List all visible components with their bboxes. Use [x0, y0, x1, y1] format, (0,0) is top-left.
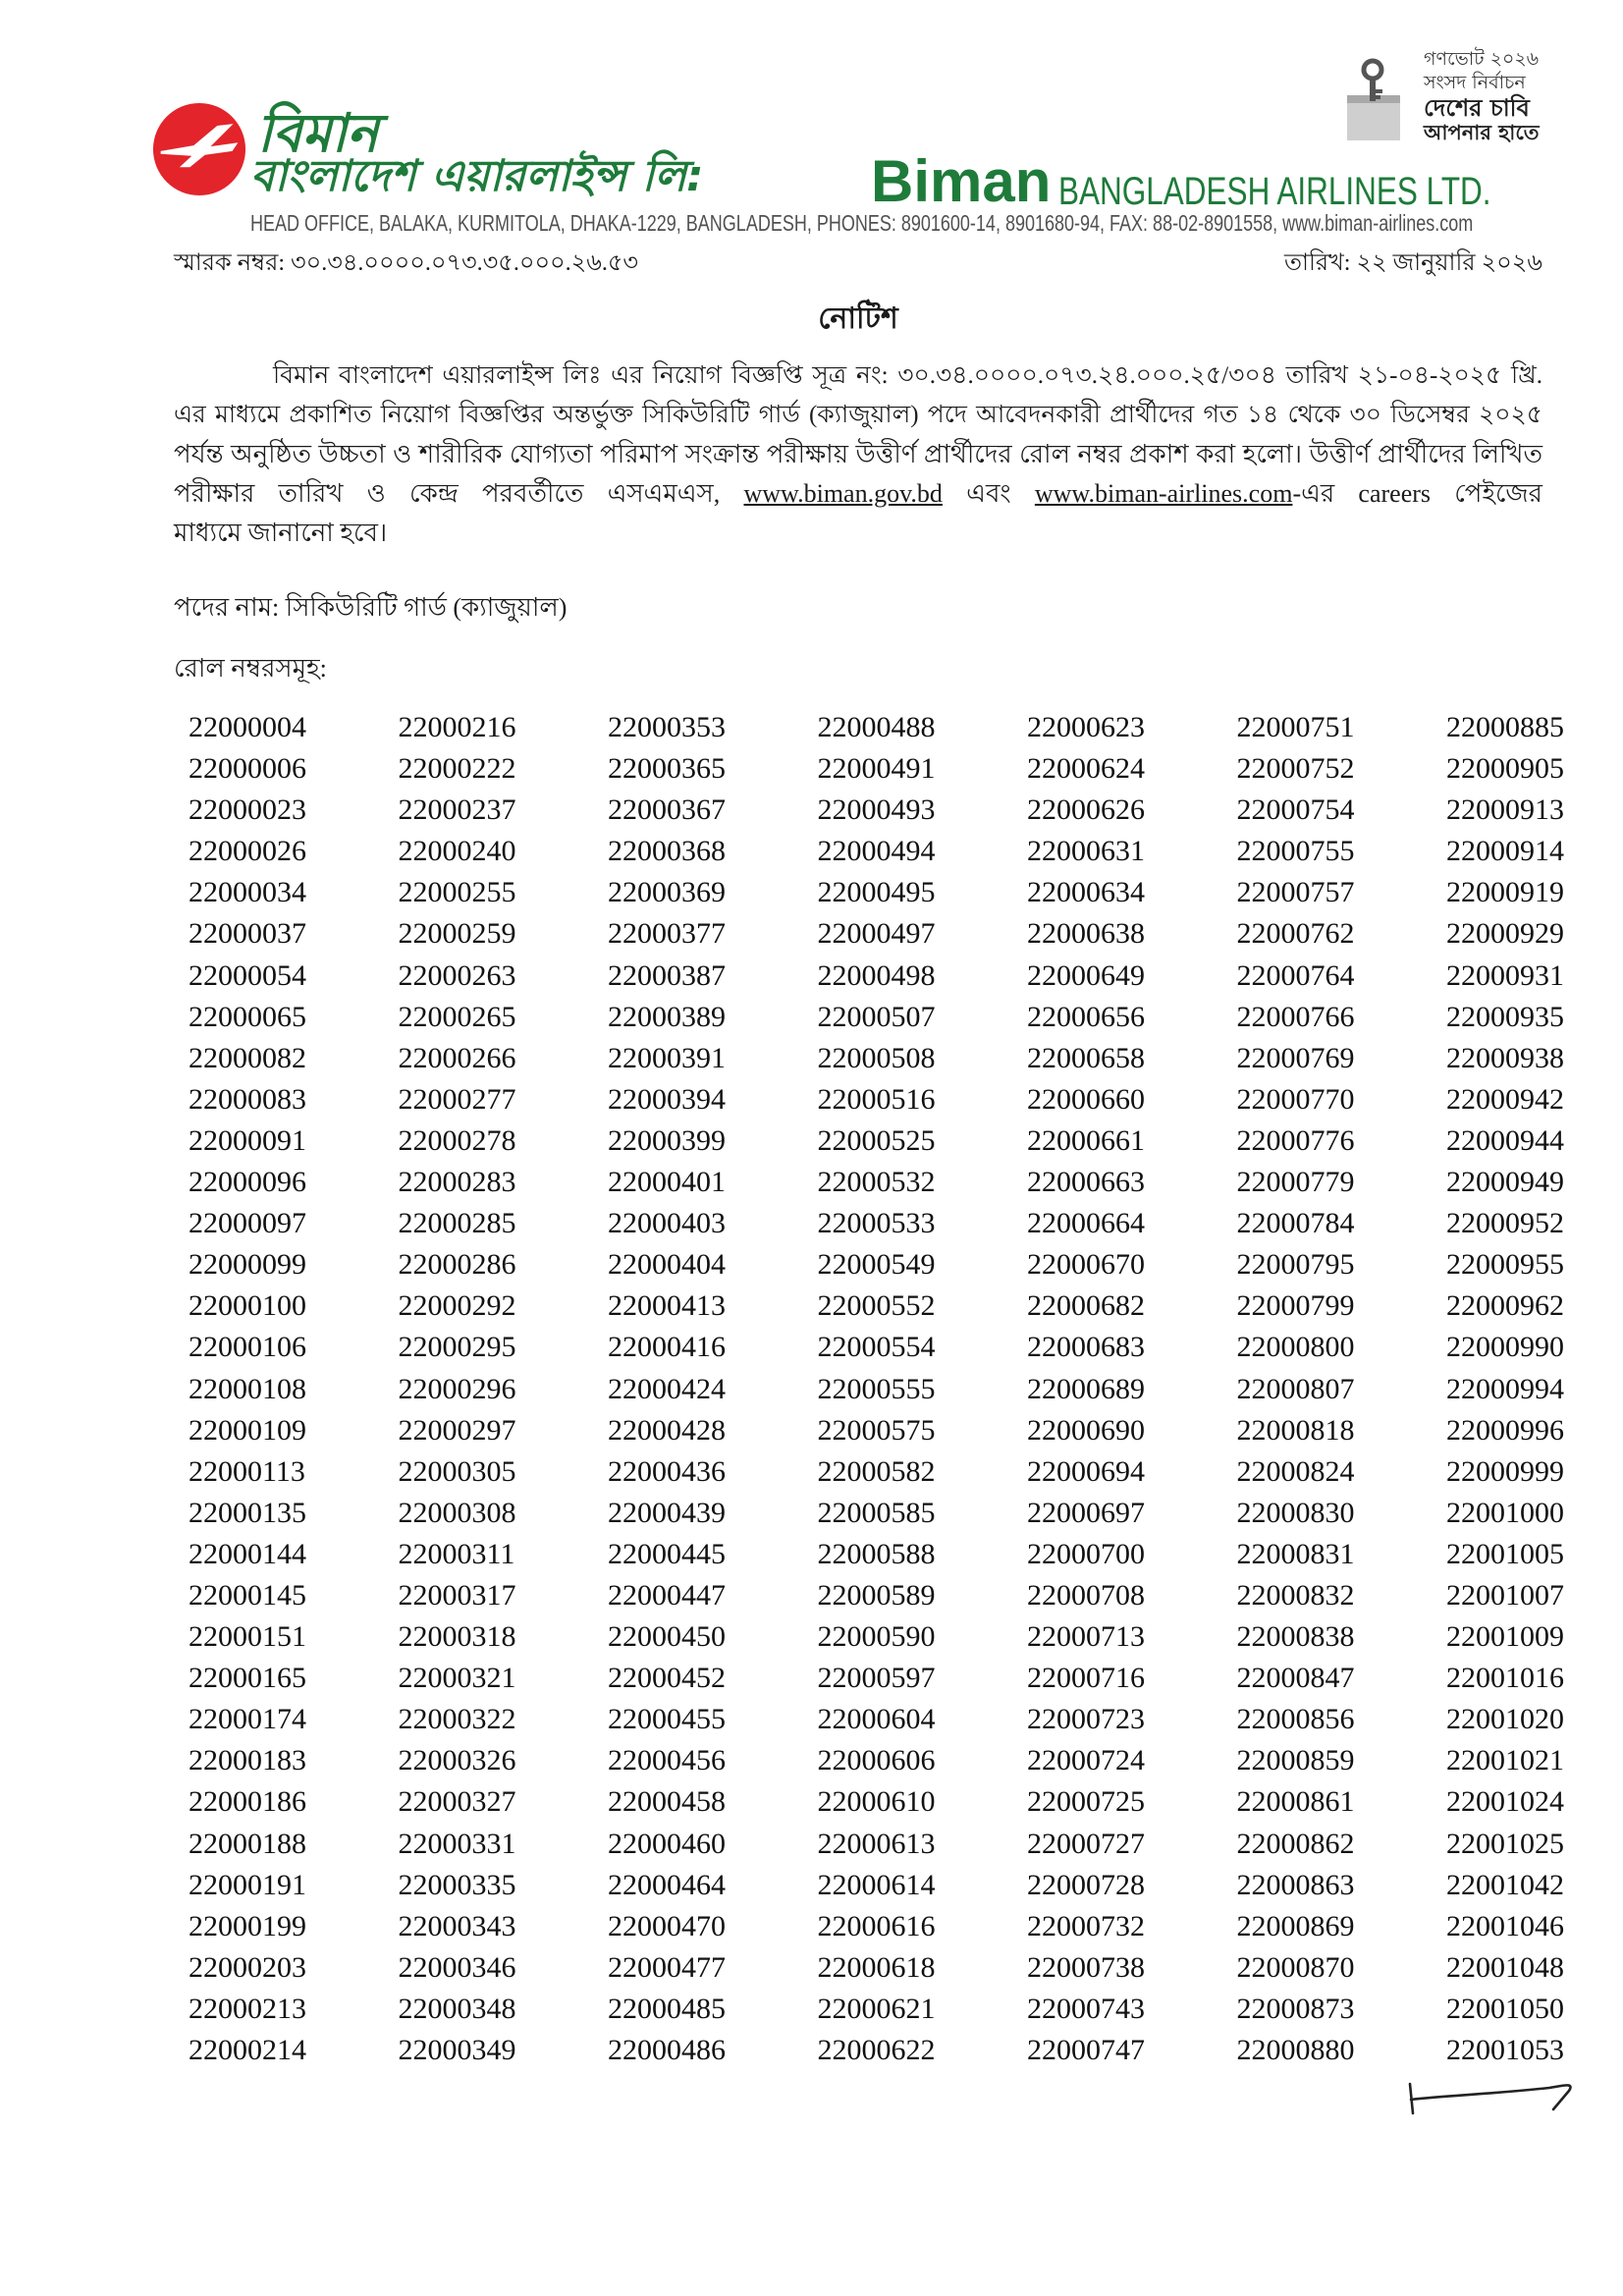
badge-slogan-line2: আপনার হাতে — [1424, 121, 1540, 144]
roll-number: 22000724 — [1027, 1744, 1145, 1777]
roll-number: 22000582 — [817, 1454, 936, 1488]
biman-airlines-link[interactable]: www.biman-airlines.com — [1034, 479, 1293, 508]
roll-number: 22000996 — [1446, 1413, 1564, 1447]
roll-number: 22000962 — [1446, 1289, 1564, 1323]
roll-number: 22000931 — [1446, 958, 1564, 992]
roll-number: 22000623 — [1027, 711, 1145, 743]
roll-number: 22000589 — [817, 1578, 936, 1612]
roll-number: 22000661 — [1027, 1123, 1145, 1157]
english-company-name: BANGLADESH AIRLINES LTD. — [1058, 168, 1491, 213]
roll-number: 22000023 — [189, 793, 306, 827]
roll-number: 22000914 — [1446, 835, 1564, 868]
roll-number: 22000955 — [1446, 1248, 1564, 1282]
roll-number: 22000861 — [1236, 1785, 1355, 1819]
roll-number: 22000555 — [817, 1372, 936, 1405]
notice-body-line: পর্যন্ত অনুষ্ঠিত উচ্চতা ও শারীরিক যোগ্যতা পরিমাপ সংক্রান্ত পরীক্ষায় উত্তীর্ণ প্রার্থীদের রোল নম্বর প্রকাশ করা হলো। উত্তীর্ণ প্রার্থীদের লিখিত — [174, 440, 1542, 468]
memo-date: তারিখ: ২২ জানুয়ারি ২০২৬ — [1283, 250, 1542, 276]
roll-number: 22000743 — [1027, 1992, 1145, 2025]
roll-number: 22000824 — [1236, 1454, 1355, 1488]
roll-number: 22000286 — [398, 1248, 516, 1282]
roll-number: 22000613 — [817, 1827, 936, 1860]
roll-number: 22000391 — [608, 1041, 726, 1074]
memo-reference: স্মারক নম্বর: ৩০.৩৪.০০০০.০৭৩.৩৫.০০০.২৬.৫৩ — [174, 250, 639, 276]
roll-number: 22000186 — [189, 1785, 306, 1819]
roll-number: 22000863 — [1236, 1868, 1355, 1901]
roll-number: 22001048 — [1446, 1950, 1564, 1984]
roll-number: 22000428 — [608, 1413, 726, 1447]
roll-number: 22000353 — [608, 711, 726, 743]
roll-number: 22000439 — [608, 1496, 726, 1529]
roll-number-grid — [189, 707, 1574, 2071]
roll-number: 22000278 — [398, 1123, 516, 1157]
roll-number: 22000638 — [1027, 917, 1145, 951]
roll-number: 22000862 — [1236, 1827, 1355, 1860]
roll-number: 22001025 — [1446, 1827, 1564, 1860]
roll-number: 22000266 — [398, 1041, 516, 1074]
roll-number: 22000766 — [1236, 1000, 1355, 1033]
roll-number: 22000616 — [817, 1909, 936, 1942]
roll-number: 22000689 — [1027, 1372, 1145, 1405]
roll-number: 22000295 — [398, 1331, 516, 1364]
roll-number: 22000464 — [608, 1868, 726, 1901]
bengali-logotype: বিমান — [257, 102, 379, 164]
roll-number: 22000188 — [189, 1827, 306, 1860]
post-name: পদের নাম: সিকিউরিটি গার্ড (ক্যাজুয়াল) — [174, 593, 568, 622]
roll-number: 22000905 — [1446, 752, 1564, 786]
roll-number: 22000214 — [189, 2034, 306, 2066]
roll-number: 22000697 — [1027, 1496, 1145, 1529]
roll-number: 22000277 — [398, 1082, 516, 1116]
roll-number: 22000458 — [608, 1785, 726, 1819]
roll-number: 22000424 — [608, 1372, 726, 1405]
roll-numbers-label: রোল নম্বরসমূহ: — [174, 654, 327, 683]
ballot-box-icon — [1343, 54, 1404, 144]
roll-number: 22000585 — [817, 1496, 936, 1529]
roll-number: 22000604 — [817, 1703, 936, 1736]
roll-number: 22000416 — [608, 1331, 726, 1364]
roll-number: 22001053 — [1446, 2034, 1564, 2066]
roll-number: 22000335 — [398, 1868, 516, 1901]
roll-number: 22000083 — [189, 1082, 306, 1116]
roll-number: 22000318 — [398, 1620, 516, 1654]
roll-number: 22000700 — [1027, 1537, 1145, 1570]
roll-number: 22000082 — [189, 1041, 306, 1074]
roll-number: 22000413 — [608, 1289, 726, 1323]
roll-number: 22000990 — [1446, 1331, 1564, 1364]
roll-number: 22000144 — [189, 1537, 306, 1570]
roll-number: 22000183 — [189, 1744, 306, 1777]
roll-number: 22000575 — [817, 1413, 936, 1447]
roll-number: 22000259 — [398, 917, 516, 951]
roll-number: 22000507 — [817, 1000, 936, 1033]
roll-number: 22000265 — [398, 1000, 516, 1033]
roll-number: 22000754 — [1236, 793, 1355, 827]
roll-number: 22000725 — [1027, 1785, 1145, 1819]
roll-number: 22000770 — [1236, 1082, 1355, 1116]
roll-number: 22000331 — [398, 1827, 516, 1860]
roll-number: 22000470 — [608, 1909, 726, 1942]
badge-referendum-text: গণভোট ২০২৬ — [1424, 48, 1540, 70]
roll-number: 22000006 — [189, 752, 306, 786]
roll-number: 22000297 — [398, 1413, 516, 1447]
badge-slogan-line1: দেশের চাবি — [1424, 94, 1530, 122]
roll-number: 22000495 — [817, 876, 936, 909]
roll-number: 22000859 — [1236, 1744, 1355, 1777]
roll-number: 22000621 — [817, 1992, 936, 2025]
roll-number: 22000784 — [1236, 1207, 1355, 1240]
roll-number: 22000588 — [817, 1537, 936, 1570]
roll-number: 22000311 — [398, 1537, 515, 1570]
roll-number: 22000401 — [608, 1166, 726, 1199]
roll-number: 22000738 — [1027, 1950, 1145, 1984]
roll-number: 22000516 — [817, 1082, 936, 1116]
roll-number: 22000944 — [1446, 1123, 1564, 1157]
roll-number: 22001050 — [1446, 1992, 1564, 2025]
roll-number: 22000285 — [398, 1207, 516, 1240]
roll-number: 22000913 — [1446, 793, 1564, 827]
roll-number: 22000445 — [608, 1537, 726, 1570]
roll-number: 22000034 — [189, 876, 306, 909]
roll-number: 22000762 — [1236, 917, 1355, 951]
roll-number: 22000818 — [1236, 1413, 1355, 1447]
roll-number: 22000658 — [1027, 1041, 1145, 1074]
roll-number: 22000757 — [1236, 876, 1355, 909]
roll-number: 22000097 — [189, 1207, 306, 1240]
roll-number: 22000263 — [398, 958, 516, 992]
roll-number: 22000096 — [189, 1166, 306, 1199]
roll-number: 22000929 — [1446, 917, 1564, 951]
roll-number: 22000838 — [1236, 1620, 1355, 1654]
roll-number: 22000447 — [608, 1578, 726, 1612]
body-text-segment: -এর careers পেইজের — [1292, 479, 1542, 508]
roll-number: 22001007 — [1446, 1578, 1564, 1612]
roll-number: 22000554 — [817, 1331, 936, 1364]
roll-number: 22000100 — [189, 1289, 306, 1323]
roll-number: 22000525 — [817, 1123, 936, 1157]
english-brand-name: Biman — [871, 148, 1052, 214]
roll-number: 22000732 — [1027, 1909, 1145, 1942]
roll-number: 22000369 — [608, 876, 726, 909]
roll-number: 22000091 — [189, 1123, 306, 1157]
roll-number: 22000856 — [1236, 1703, 1355, 1736]
roll-number: 22000690 — [1027, 1413, 1145, 1447]
roll-number: 22000199 — [189, 1909, 306, 1942]
roll-number: 22000456 — [608, 1744, 726, 1777]
biman-gov-link[interactable]: www.biman.gov.bd — [743, 479, 943, 508]
roll-number: 22000054 — [189, 958, 306, 992]
roll-number: 22000317 — [398, 1578, 516, 1612]
roll-number: 22000723 — [1027, 1703, 1145, 1736]
head-office-address: HEAD OFFICE, BALAKA, KURMITOLA, DHAKA-1229, BANGLADESH, PHONES: 8901600-14, 8901680-94, FAX: 88-02-8901558, www.biman-airlines.com — [250, 210, 1474, 236]
roll-number: 22000283 — [398, 1166, 516, 1199]
roll-number: 22000830 — [1236, 1496, 1355, 1529]
biman-balaka-logo-icon — [152, 102, 246, 196]
roll-number: 22000779 — [1236, 1166, 1355, 1199]
roll-number: 22000004 — [189, 711, 306, 743]
roll-number: 22000942 — [1446, 1082, 1564, 1116]
roll-number: 22000776 — [1236, 1123, 1355, 1157]
roll-number: 22000683 — [1027, 1331, 1145, 1364]
roll-number: 22000597 — [817, 1662, 936, 1695]
roll-number: 22001021 — [1446, 1744, 1564, 1777]
roll-number: 22000873 — [1236, 1992, 1355, 2025]
notice-body-line — [174, 474, 1542, 514]
roll-number: 22000634 — [1027, 876, 1145, 909]
roll-number: 22000174 — [189, 1703, 306, 1736]
bengali-company-name: বাংলাদেশ এয়ারলাইন্স লি: — [250, 151, 704, 201]
roll-number: 22000716 — [1027, 1662, 1145, 1695]
body-text-segment: পরীক্ষার তারিখ ও কেন্দ্র পরবর্তীতে এসএমএস, — [174, 479, 744, 508]
roll-number: 22000037 — [189, 917, 306, 951]
roll-number: 22000477 — [608, 1950, 726, 1984]
roll-number: 22000216 — [398, 711, 516, 743]
roll-number: 22000831 — [1236, 1537, 1355, 1570]
roll-number: 22000755 — [1236, 835, 1355, 868]
roll-number: 22001020 — [1446, 1703, 1564, 1736]
roll-number: 22001024 — [1446, 1785, 1564, 1819]
roll-number: 22000497 — [817, 917, 936, 951]
roll-number: 22000533 — [817, 1207, 936, 1240]
notice-title: নোটিশ — [818, 302, 898, 335]
roll-number: 22000832 — [1236, 1578, 1355, 1612]
roll-number: 22000389 — [608, 1000, 726, 1033]
roll-number: 22000292 — [398, 1289, 516, 1323]
roll-number: 22000488 — [817, 711, 936, 743]
roll-number: 22000618 — [817, 1950, 936, 1984]
roll-number: 22000614 — [817, 1868, 936, 1901]
roll-number: 22000113 — [189, 1454, 305, 1488]
roll-number: 22000847 — [1236, 1662, 1355, 1695]
notice-body-line: মাধ্যমে জানানো হবে। — [174, 519, 388, 547]
roll-number: 22000552 — [817, 1289, 936, 1323]
roll-number: 22000708 — [1027, 1578, 1145, 1612]
roll-number: 22000508 — [817, 1041, 936, 1074]
handwritten-signature-icon — [1402, 2074, 1577, 2121]
roll-number: 22000491 — [817, 752, 936, 786]
roll-number: 22000606 — [817, 1744, 936, 1777]
roll-number: 22000869 — [1236, 1909, 1355, 1942]
roll-number: 22000885 — [1446, 711, 1564, 743]
roll-number: 22000305 — [398, 1454, 516, 1488]
roll-number: 22000326 — [398, 1744, 516, 1777]
roll-number: 22000255 — [398, 876, 516, 909]
roll-number: 22000952 — [1446, 1207, 1564, 1240]
roll-number: 22000099 — [189, 1248, 306, 1282]
roll-number: 22000795 — [1236, 1248, 1355, 1282]
roll-number: 22000349 — [398, 2034, 516, 2066]
roll-number: 22000799 — [1236, 1289, 1355, 1323]
roll-number: 22000322 — [398, 1703, 516, 1736]
roll-number: 22000660 — [1027, 1082, 1145, 1116]
roll-number: 22000203 — [189, 1950, 306, 1984]
roll-number: 22000436 — [608, 1454, 726, 1488]
roll-number: 22000610 — [817, 1785, 936, 1819]
body-text-segment: এবং — [942, 479, 1035, 508]
roll-number: 22000807 — [1236, 1372, 1355, 1405]
roll-number: 22000026 — [189, 835, 306, 868]
roll-number: 22000498 — [817, 958, 936, 992]
roll-number: 22000145 — [189, 1578, 306, 1612]
roll-number: 22000800 — [1236, 1331, 1355, 1364]
roll-number: 22000387 — [608, 958, 726, 992]
roll-number: 22000751 — [1236, 711, 1355, 743]
roll-number: 22000403 — [608, 1207, 726, 1240]
roll-number: 22000348 — [398, 1992, 516, 2025]
roll-number: 22000165 — [189, 1662, 306, 1695]
roll-number: 22000346 — [398, 1950, 516, 1984]
roll-number: 22000151 — [189, 1620, 306, 1654]
roll-number: 22000240 — [398, 835, 516, 868]
roll-number: 22000455 — [608, 1703, 726, 1736]
roll-number: 22000752 — [1236, 752, 1355, 786]
roll-number: 22000365 — [608, 752, 726, 786]
roll-number: 22000656 — [1027, 1000, 1145, 1033]
roll-number: 22001000 — [1446, 1496, 1564, 1529]
roll-number: 22000460 — [608, 1827, 726, 1860]
roll-number: 22000870 — [1236, 1950, 1355, 1984]
roll-number: 22000747 — [1027, 2034, 1145, 2066]
roll-number: 22000713 — [1027, 1620, 1145, 1654]
roll-number: 22000493 — [817, 793, 936, 827]
roll-number: 22001042 — [1446, 1868, 1564, 1901]
roll-number: 22000308 — [398, 1496, 516, 1529]
roll-number: 22000106 — [189, 1331, 306, 1364]
roll-number: 22000494 — [817, 835, 936, 868]
roll-number: 22000649 — [1027, 958, 1145, 992]
roll-number: 22000935 — [1446, 1000, 1564, 1033]
roll-number: 22000452 — [608, 1662, 726, 1695]
roll-number: 22000368 — [608, 835, 726, 868]
roll-number: 22000343 — [398, 1909, 516, 1942]
roll-number: 22000549 — [817, 1248, 936, 1282]
roll-number: 22000624 — [1027, 752, 1145, 786]
roll-number: 22000532 — [817, 1166, 936, 1199]
roll-number: 22000631 — [1027, 835, 1145, 868]
roll-number: 22000949 — [1446, 1166, 1564, 1199]
roll-number: 22000404 — [608, 1248, 726, 1282]
roll-number: 22000135 — [189, 1496, 306, 1529]
roll-number: 22000450 — [608, 1620, 726, 1654]
roll-number: 22000237 — [398, 793, 516, 827]
roll-number: 22000222 — [398, 752, 516, 786]
roll-number: 22000213 — [189, 1992, 306, 2025]
roll-number: 22000728 — [1027, 1868, 1145, 1901]
roll-number: 22000399 — [608, 1123, 726, 1157]
roll-number: 22000321 — [398, 1662, 516, 1695]
roll-number: 22000191 — [189, 1868, 306, 1901]
roll-number: 22000880 — [1236, 2034, 1355, 2066]
notice-body-line: বিমান বাংলাদেশ এয়ারলাইন্স লিঃ এর নিয়োগ বিজ্ঞপ্তি সূত্র নং: ৩০.৩৪.০০০০.০৭৩.২৪.০০০.২৫/৩০৪ তারিখ ২১-০৪-২০২৫ খ্রি. — [273, 362, 1542, 389]
roll-number: 22000769 — [1236, 1041, 1355, 1074]
roll-number: 22000296 — [398, 1372, 516, 1405]
roll-number: 22000938 — [1446, 1041, 1564, 1074]
roll-number: 22000664 — [1027, 1207, 1145, 1240]
roll-number: 22001005 — [1446, 1537, 1564, 1570]
roll-number: 22000727 — [1027, 1827, 1145, 1860]
roll-number: 22000626 — [1027, 793, 1145, 827]
roll-number: 22000367 — [608, 793, 726, 827]
roll-number: 22000694 — [1027, 1454, 1145, 1488]
notice-body-line: এর মাধ্যমে প্রকাশিত নিয়োগ বিজ্ঞপ্তির অন্তর্ভুক্ত সিকিউরিটি গার্ড (ক্যাজুয়াল) পদে আবেদনকারী প্রার্থীদের গত ১৪ থেকে ৩০ ডিসেম্বর ২০২৫ — [174, 402, 1542, 428]
roll-number: 22001046 — [1446, 1909, 1564, 1942]
roll-number: 22000486 — [608, 2034, 726, 2066]
roll-number: 22000065 — [189, 1000, 306, 1033]
roll-number: 22000919 — [1446, 876, 1564, 909]
roll-number: 22000377 — [608, 917, 726, 951]
roll-number: 22001009 — [1446, 1620, 1564, 1654]
roll-number: 22000682 — [1027, 1289, 1145, 1323]
roll-number: 22000485 — [608, 1992, 726, 2025]
roll-number: 22000999 — [1446, 1454, 1564, 1488]
roll-number: 22000670 — [1027, 1248, 1145, 1282]
roll-number: 22000590 — [817, 1620, 936, 1654]
roll-number: 22000109 — [189, 1413, 306, 1447]
roll-number: 22001016 — [1446, 1662, 1564, 1695]
roll-number: 22000764 — [1236, 958, 1355, 992]
roll-number: 22000994 — [1446, 1372, 1564, 1405]
notice-body — [174, 356, 1542, 553]
roll-number: 22000394 — [608, 1082, 726, 1116]
roll-number: 22000327 — [398, 1785, 516, 1819]
roll-number: 22000663 — [1027, 1166, 1145, 1199]
roll-number: 22000622 — [817, 2034, 936, 2066]
roll-number: 22000108 — [189, 1372, 306, 1405]
badge-election-text: সংসদ নির্বাচন — [1424, 72, 1526, 93]
